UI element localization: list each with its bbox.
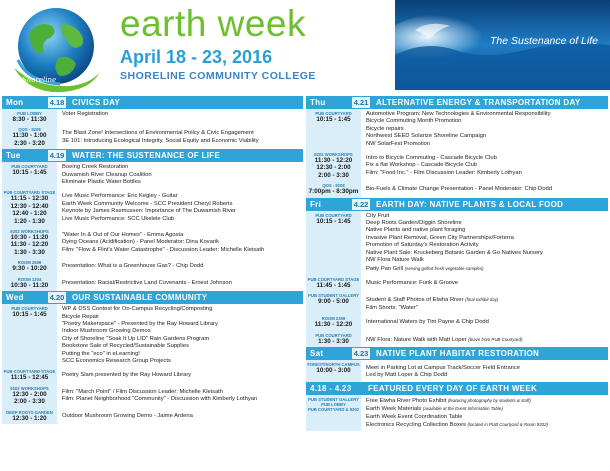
day-header-thursday [306, 96, 608, 109]
time-cell [306, 181, 361, 197]
event-note: (serving grilled fresh vegetable samples) [404, 265, 484, 271]
time-cell [306, 291, 361, 314]
location-label: PUB STUDENT GALLERY [308, 396, 359, 402]
page-title: earth week [120, 3, 306, 44]
time-label: 12:40 - 1:20 [12, 210, 47, 218]
event-block [306, 275, 608, 291]
event-item: Poetry Slam presented by the Ray Howard Library [62, 372, 192, 379]
event-item: City of Shoreline "Soak It Up LID" Rain Gardens Program [62, 335, 210, 342]
time-label: 11:30 - 12:20 [314, 157, 353, 165]
location-label: 9202 WORKSHOPS [314, 152, 353, 158]
time-label: 1:30 - 3:30 [14, 248, 45, 256]
location-label: PUB LOBBY [321, 401, 346, 407]
event-note: (available at the Event Information Table) [422, 406, 503, 412]
event-item [366, 265, 608, 273]
event-block [2, 275, 303, 291]
location-label: ROOM 2509 [17, 260, 42, 266]
event-item: Film: "March Point" / Film Discussion Leader: Michelle Kleisath [62, 388, 224, 395]
event-list [57, 408, 303, 424]
event-item: NW Flora Nature Walk [366, 257, 424, 264]
time-cell [2, 162, 57, 188]
event-item: Earth Week Event Coordination Table [366, 413, 463, 420]
day-name: Wed [6, 293, 24, 303]
event-title: Patty Pan Grill [366, 265, 405, 272]
time-label: 7:00pm - 8:30pm [308, 188, 359, 196]
location-label: FOREST/NORTH CAMPUS [307, 361, 360, 367]
event-title: Earth Week Materials [366, 406, 423, 413]
time-label: 11:15 - 12:30 [10, 195, 49, 203]
time-label: 12:30 - 12:40 [10, 202, 49, 210]
event-item: Northwest SEED Solarize Shoreline Campaign [366, 133, 487, 140]
event-note: (final exhibit day) [465, 297, 499, 303]
day-theme: EARTH DAY: NATIVE PLANTS & LOCAL FOOD [376, 199, 564, 209]
event-item: Bookstore Sale of Recycled/Sustainable Supplies [62, 343, 189, 350]
event-block [306, 395, 608, 432]
location-label: PUB COURTYARD STAGE [3, 369, 56, 375]
event-item: Boeing Creek Restoration [62, 164, 129, 171]
location-label: ROOM 2309 [321, 316, 346, 322]
event-item: Deep Roots Garden/Diggin Shoreline [366, 220, 462, 227]
event-item: Putting the "eco" in eLearning! [62, 350, 140, 357]
location-label: ROOM 1204 [17, 276, 42, 282]
time-cell [2, 384, 57, 408]
event-item: Native Plants and native plant foraging [366, 227, 466, 234]
day-date: 4.20 [49, 293, 65, 303]
event-list [361, 211, 608, 275]
water-photo [395, 0, 610, 90]
day-theme: CIVICS DAY [72, 98, 121, 107]
event-item: Duwamish River Cleanup Coalition [62, 171, 152, 178]
time-label: 9:30 - 10:20 [12, 265, 47, 273]
event-block [306, 360, 608, 382]
event-item: Music Performance: Funk & Groove [366, 279, 459, 286]
time-label: 9:00 - 5:00 [318, 298, 349, 306]
location-label: 9202 WORKSHOPS [10, 229, 49, 235]
time-cell [2, 125, 57, 149]
location-label: PUB COURTYARD [11, 164, 48, 170]
event-title: NW Flora: Nature Walk with Matt Loper [366, 336, 469, 343]
time-label: 12:30 - 1:20 [12, 414, 47, 422]
time-label: 1:20 - 1:30 [14, 217, 45, 225]
event-note: (featuring photography by students & staff) [447, 397, 531, 403]
day-header-saturday [306, 347, 608, 360]
time-label: 11:45 - 1:45 [316, 281, 351, 289]
event-item [366, 421, 608, 429]
time-label: 10:30 - 11:20 [10, 281, 49, 289]
event-block [2, 188, 303, 227]
day-header-tuesday [2, 149, 303, 162]
time-label: 10:15 - 1:45 [316, 217, 351, 225]
event-item [366, 405, 608, 413]
day-name: Fri [310, 199, 322, 209]
time-label: 2:00 - 3:30 [318, 171, 349, 179]
photo-caption: The Sustenance of Life [490, 35, 598, 47]
event-item: International Waters by Tim Payne & Chip Dodd [366, 319, 489, 326]
event-item: Intro to Bicycle Commuting - Cascade Bicycle Club [366, 155, 497, 162]
location-label: PUB COURTYARD [315, 212, 352, 218]
event-block [2, 408, 303, 424]
day-header-wednesday [2, 291, 303, 304]
day-theme: FEATURED EVERY DAY OF EARTH WEEK [368, 383, 538, 393]
time-label: 10:15 - 1:45 [12, 311, 47, 319]
left-column [2, 96, 303, 424]
location-label: QOS - 9208 [322, 183, 345, 189]
time-cell [2, 188, 57, 227]
event-item [366, 336, 608, 344]
time-cell [2, 367, 57, 383]
event-item: "Water In & Out of Our Homes" - Emma Agosta [62, 232, 184, 239]
event-item: "Poetry Makerspace" - Presented by the Ray Howard Library [62, 320, 218, 327]
time-cell [306, 275, 361, 291]
day-name: Sat [310, 348, 324, 358]
event-item: Indoor Mushroom Growing Demos [62, 328, 151, 335]
event-list [57, 125, 303, 149]
day-theme: ALTERNATIVE ENERGY & TRANSPORTATION DAY [376, 98, 581, 107]
time-cell [306, 395, 361, 432]
event-item: Meet in Parking Lot at Campus Track/Soccer Field Entrance [366, 364, 521, 371]
event-block [2, 227, 303, 258]
event-title: Student & Staff Photos of Elwha River [366, 297, 466, 304]
time-label: 2:30 - 3:20 [14, 139, 45, 147]
day-theme: WATER: THE SUSTENANCE OF LIFE [72, 151, 221, 161]
day-theme: NATIVE PLANT HABITAT RESTORATION [376, 348, 540, 358]
day-name: Mon [6, 98, 24, 107]
location-label: PUB COURTYARD STAGE [3, 190, 56, 196]
event-block [306, 291, 608, 314]
time-cell [2, 275, 57, 291]
event-block [306, 211, 608, 275]
event-item: The Blast Zone! Intersections of Environmental Policy & Civic Engagement [62, 130, 254, 137]
time-cell [306, 150, 361, 181]
location-label: PUB COURTYARD [315, 332, 352, 338]
time-label: 1:30 - 3:30 [318, 337, 349, 345]
time-cell [306, 331, 361, 347]
location-label: PUB STUDENT GALLERY [308, 293, 359, 299]
event-item: Film: "Flow & Flint's Water Catastrophe" - Discussion Leader: Michelle Kleisath [62, 246, 265, 253]
time-cell [306, 211, 361, 275]
time-cell [306, 360, 361, 382]
day-date: 4.19 [49, 151, 65, 161]
event-block [306, 109, 608, 150]
event-title: Free Elwha River Photo Exhibit [366, 397, 448, 404]
event-block [2, 304, 303, 367]
day-date: 4.23 [353, 348, 369, 358]
right-column [306, 96, 608, 431]
time-label: 2:00 - 3:30 [14, 398, 45, 406]
event-item: Voter Registration [62, 111, 109, 117]
event-item: NW SolarFest Promotion [366, 140, 431, 147]
day-date: 4.18 [49, 98, 65, 107]
event-list [361, 275, 608, 291]
time-label: 10:15 - 1:45 [316, 116, 351, 123]
event-item: Film: Planet Neighborhood "Community" - Discussion with Kimberly Lothyan [62, 396, 258, 403]
event-list [361, 314, 608, 330]
event-item: SCC Economics Research Group Projects [62, 357, 171, 364]
time-label: 12:30 - 2:00 [316, 164, 351, 172]
event-list [57, 227, 303, 258]
event-item: Dying Oceans (Acidification) - Panel Moderator: Dina Kovarik [62, 239, 219, 246]
event-list [57, 109, 303, 125]
time-cell [2, 227, 57, 258]
event-item: Outdoor Mushroom Growing Demo - Jaime Ardena [62, 412, 193, 419]
location-label: PUB COURTYARD STAGE [307, 276, 360, 282]
event-item [366, 296, 608, 304]
event-list [57, 384, 303, 408]
event-block [306, 331, 608, 347]
time-label: 11:30 - 12:20 [314, 321, 353, 329]
time-cell [306, 314, 361, 330]
location-label: DEEP ROOTS GARDEN [6, 409, 53, 415]
event-list [361, 291, 608, 314]
event-item: Live Music Performance: SCC Ukelele Club [62, 215, 175, 222]
event-list [57, 367, 303, 383]
event-block [306, 314, 608, 330]
event-note: (leave from PUB Courtyard) [468, 336, 523, 342]
time-label: 8:30 - 11:30 [12, 116, 47, 123]
event-list [57, 258, 303, 274]
event-item: Fix a flat Workshop - Cascade Bicycle Club [366, 162, 478, 169]
event-note: (located in PUB Courtyard & Room 9202) [467, 421, 549, 427]
event-list [361, 181, 608, 197]
event-item: Keynote by James Rasmussen: Importance of The Duwamish River [62, 208, 236, 215]
event-list [57, 188, 303, 227]
location-label: QOS - 9208 [18, 127, 41, 133]
event-item: Bicycle Commuting Month Promotion [366, 118, 462, 125]
event-block [2, 367, 303, 383]
event-list [361, 395, 608, 432]
event-item: Film Shorts: "Water" [366, 304, 418, 311]
day-date: 4.22 [353, 199, 369, 209]
location-label: 9202 WORKSHOPS [10, 385, 49, 391]
event-list [361, 109, 608, 150]
event-item: City Fruit [366, 212, 390, 219]
event-item: Led by Matt Loper & Chip Dodd [366, 372, 448, 379]
event-title: Electronics Recycling Collection Boxes [366, 421, 468, 428]
event-list [361, 331, 608, 347]
day-name: Tue [6, 151, 21, 161]
event-list [361, 150, 608, 181]
event-block [2, 125, 303, 149]
day-date: 4.21 [353, 98, 369, 107]
event-item: Automotive Program: New Technologies & Environmental Responsibility [366, 111, 551, 117]
college-name: SHORELINE COMMUNITY COLLEGE [120, 70, 316, 82]
event-list [57, 304, 303, 367]
day-header-monday [2, 96, 303, 109]
time-label: 11:15 - 12:45 [10, 374, 49, 382]
time-cell [2, 258, 57, 274]
event-list [361, 360, 608, 382]
event-item: Invasive Plant Removal, Green City Partnerships/Forterra [366, 234, 514, 241]
event-item: Film: "Food Inc." - Film Discussion Leader: Kimberly Lothyan [366, 169, 522, 176]
event-item: 3E 101: Introducing Ecological Integrity, Social Equity and Economic Viability [62, 137, 259, 144]
location-label: PUB COURTYARD [315, 111, 352, 116]
time-cell [2, 408, 57, 424]
event-block [2, 162, 303, 188]
event-item: Presentation: What is a Greenhouse Gas? - Chip Dodd [62, 263, 204, 270]
event-item: Presentation: Racial/Restrictive Land Covenants - Ernest Johnson [62, 279, 232, 286]
location-label: PUB COURTYARD [11, 306, 48, 312]
event-item: Native Plant Sale: Kruckeberg Botanic Garden & Go Natives Nursery [366, 249, 543, 256]
time-cell [2, 304, 57, 367]
time-label: 11:30 - 12:20 [10, 241, 49, 249]
time-label: 10:00 - 3:00 [316, 366, 351, 374]
event-list [57, 162, 303, 188]
event-item: Bicycle repairs [366, 125, 404, 132]
event-list [57, 275, 303, 291]
event-item: Promotion of Saturday's Restoration Activity [366, 242, 479, 249]
time-label: 12:30 - 2:00 [12, 390, 47, 398]
time-label: 10:15 - 1:45 [12, 169, 47, 177]
day-header-every-day [306, 382, 608, 395]
day-header-friday [306, 198, 608, 211]
time-label: 11:30 - 1:00 [12, 132, 47, 140]
location-label: PUB COURTYARD & 9202 [307, 406, 360, 412]
event-block [306, 150, 608, 181]
event-item: Eliminate Plastic Water Bottles [62, 179, 141, 186]
day-name: Thu [310, 98, 326, 107]
time-cell [306, 109, 361, 150]
event-item: Earth Week Community Welcome - SCC President Cheryl Roberts [62, 200, 233, 207]
flyer-header [0, 0, 610, 94]
day-theme: OUR SUSTAINABLE COMMUNITY [72, 293, 208, 303]
event-block [2, 109, 303, 125]
location-label: PUB LOBBY [17, 111, 42, 116]
event-block [2, 258, 303, 274]
globe-caption: Shoreline [22, 76, 57, 84]
date-range: 4.18 - 4.23 [310, 383, 352, 393]
event-item: Live Music Performance: Eric Kegley - Guitar [62, 193, 178, 200]
event-item: Bicycle Repair [62, 313, 100, 320]
event-block [2, 384, 303, 408]
event-item: WP & DSS Contest for On-Campus Recycling/Composting [62, 306, 213, 313]
time-label: 10:30 - 11:20 [10, 234, 49, 242]
event-block [306, 181, 608, 197]
event-item [366, 397, 608, 405]
time-cell [2, 109, 57, 125]
event-dates: April 18 - 23, 2016 [120, 47, 273, 67]
earth-globe-logo [8, 2, 106, 94]
event-item: Bio-Fuels & Climate Change Presentation - Panel Moderator: Chip Dodd [366, 186, 552, 193]
